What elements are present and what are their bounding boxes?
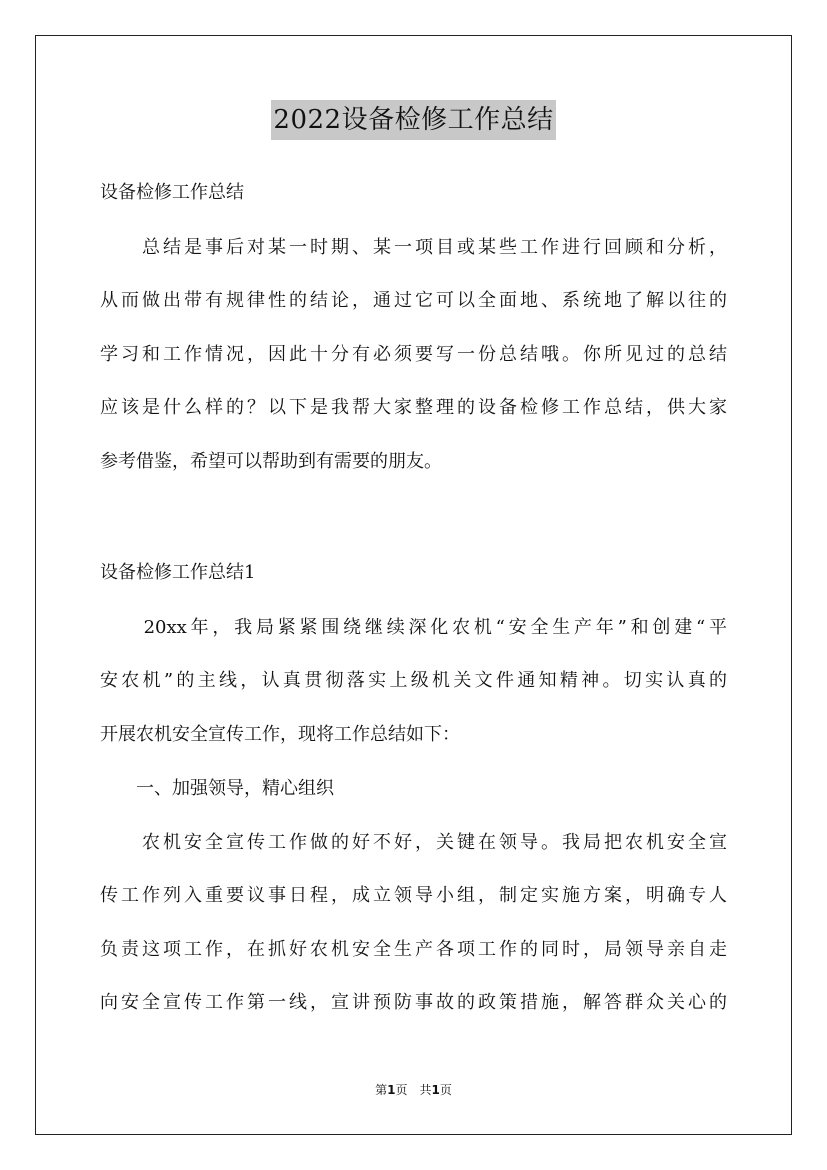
document-title: 2022设备检修工作总结 <box>271 100 555 140</box>
footer-page-prefix: 第 <box>375 1083 388 1097</box>
section-line-3: 开展农机安全宣传工作，现将工作总结如下： <box>100 724 460 745</box>
intro-line-2: 从而做出带有规律性的结论，通过它可以全面地、系统地了解以往的 <box>100 290 727 311</box>
intro-line-1: 总结是事后对某一时期、某一项目或某些工作进行回顾和分析， <box>100 237 727 258</box>
footer-page-number: 1 <box>387 1083 396 1097</box>
footer-page-suffix: 页 <box>439 1083 452 1097</box>
section-title: 设备检修工作总结1 <box>100 562 256 583</box>
section-line-1: 20xx年，我局紧紧围绕继续深化农机“安全生产年”和创建“平 <box>100 617 727 638</box>
document-subtitle: 设备检修工作总结 <box>100 182 244 203</box>
page-footer <box>0 1082 827 1098</box>
section-line-6: 负责这项工作，在抓好农机安全生产各项工作的同时，局领导亲自走 <box>100 939 727 960</box>
footer-page-mid: 页 共 <box>395 1083 432 1097</box>
section-line-2: 安农机”的主线，认真贯彻落实上级机关文件通知精神。切实认真的 <box>100 670 727 691</box>
footer-page-total: 1 <box>431 1083 440 1097</box>
section-line-7: 向安全宣传工作第一线，宣讲预防事故的政策措施，解答群众关心的 <box>100 992 727 1013</box>
title-wrap <box>0 100 827 140</box>
section-line-4: 农机安全宣传工作做的好不好，关键在领导。我局把农机安全宣 <box>100 832 727 853</box>
intro-line-3: 学习和工作情况，因此十分有必须要写一份总结哦。你所见过的总结 <box>100 344 727 365</box>
section-line-5: 传工作列入重要议事日程，成立领导小组，制定实施方案，明确专人 <box>100 885 727 906</box>
heading-1: 一、加强领导，精心组织 <box>100 778 334 799</box>
intro-line-4: 应该是什么样的？以下是我帮大家整理的设备检修工作总结，供大家 <box>100 397 727 418</box>
intro-line-5: 参考借鉴，希望可以帮助到有需要的朋友。 <box>100 451 442 472</box>
